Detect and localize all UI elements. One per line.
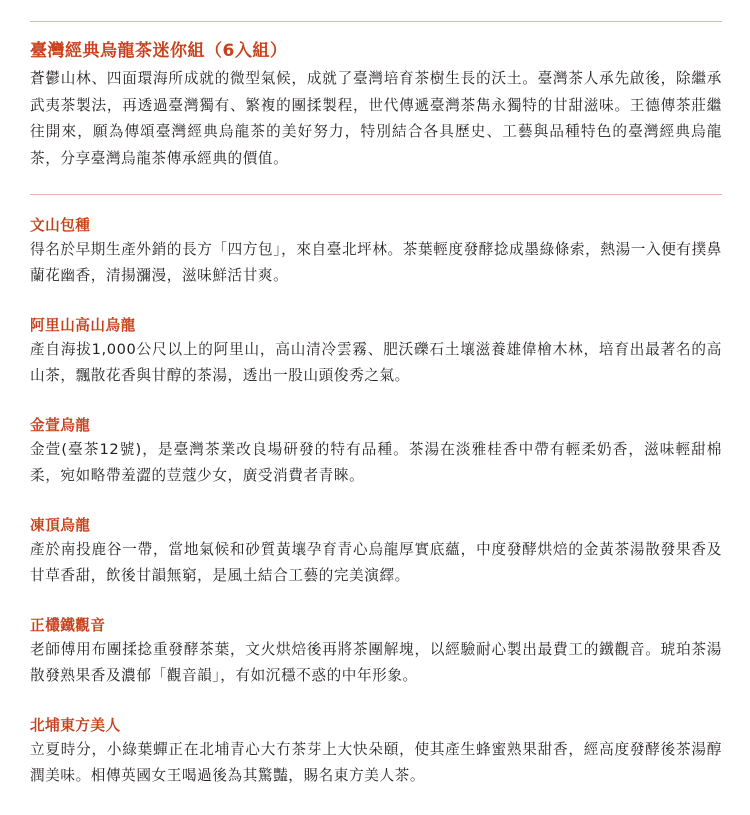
tea-item-oriental-beauty <box>30 715 722 789</box>
tea-name: 阿里山高山烏龍 <box>30 317 136 334</box>
tea-description: 產自海拔1,000公尺以上的阿里山，高山清冷雲霧、肥沃礫石土壤滋養雄偉檜木林，培育出最著名的高山茶，飄散花香與甘醇的茶湯，透出一股山頭俊秀之氣。 <box>30 341 722 384</box>
tea-item-tieguanyin <box>30 615 722 689</box>
tea-list <box>30 195 722 789</box>
intro-section <box>30 22 722 194</box>
tea-item-alishan-oolong <box>30 315 722 389</box>
tea-item-jinxuan-oolong <box>30 415 722 489</box>
tea-description: 金萱(臺茶12號)，是臺灣茶業改良場研發的特有品種。茶湯在淡雅桂香中帶有輕柔奶香，滋味輕甜棉柔，宛如略帶羞澀的荳蔻少女，廣受消費者青睞。 <box>30 441 722 484</box>
tea-description: 立夏時分，小綠葉蟬正在北埔青心大冇茶芽上大快朵頤，使其產生蜂蜜熟果甜香，經高度發酵後茶湯醇潤美味。相傳英國女王喝過後為其驚豔，賜名東方美人茶。 <box>30 741 722 784</box>
intro-title: 臺灣經典烏龍茶迷你組（6入組） <box>30 41 288 61</box>
tea-description: 老師傅用布團揉捻重發酵茶葉，文火烘焙後再將茶團解塊，以經驗耐心製出最費工的鐵觀音。琥珀茶湯散發熟果香及濃郁「觀音韻」，有如沉穩不惑的中年形象。 <box>30 641 722 684</box>
tea-name: 北埔東方美人 <box>30 717 121 734</box>
product-description <box>30 0 722 815</box>
tea-item-dongding-oolong <box>30 515 722 589</box>
tea-name: 文山包種 <box>30 217 91 234</box>
intro-text: 蒼鬱山林、四面環海所成就的微型氣候，成就了臺灣培育茶樹生長的沃土。臺灣茶人承先啟後，除繼承武夷茶製法，再透過臺灣獨有、繁複的團揉製程，世代傳遞臺灣茶雋永獨特的甘甜滋味。王德傳茶莊繼往開來，願為傳頌臺灣經典烏龍茶的美好努力，特別結合各具歷史、工藝與品種特色的臺灣經典烏龍茶，分享臺灣烏龍茶傳承經典的價值。 <box>30 70 722 167</box>
tea-name: 凍頂烏龍 <box>30 517 91 534</box>
tea-name: 正欉鐵觀音 <box>30 617 106 634</box>
tea-item-wenshan-baozhong <box>30 215 722 289</box>
tea-name: 金萱烏龍 <box>30 417 91 434</box>
tea-description: 得名於早期生產外銷的長方「四方包」，來自臺北坪林。茶葉輕度發酵捻成墨綠條索，熱湯一入便有撲鼻蘭花幽香，清揚瀰漫，滋味鮮活甘爽。 <box>30 241 722 284</box>
tea-description: 產於南投鹿谷一帶，當地氣候和砂質黃壤孕育青心烏龍厚實底蘊，中度發酵烘焙的金黃茶湯散發果香及甘草香甜，飲後甘韻無窮，是風土結合工藝的完美演繹。 <box>30 541 722 584</box>
